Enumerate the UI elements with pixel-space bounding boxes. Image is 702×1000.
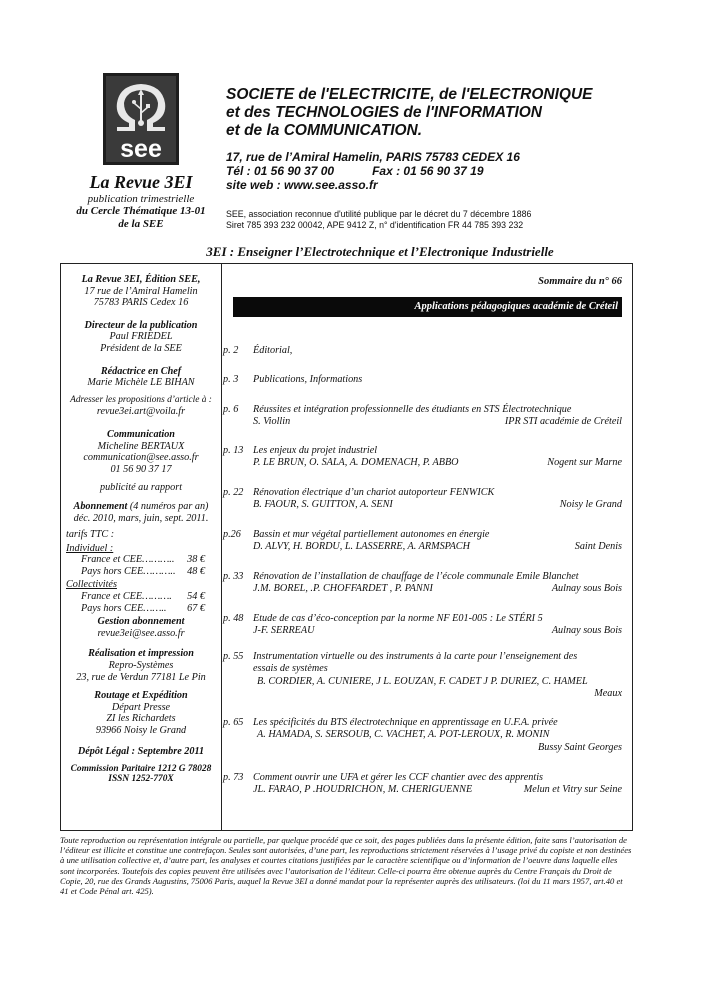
revue-title: La Revue 3EI	[89, 172, 193, 192]
street-address: 17, rue de l’Amiral Hamelin, PARIS 75783 CEDEX 16	[226, 150, 520, 164]
entry-title: Comment ouvrir une UFA et gérer les CCF chantier avec des apprentis	[253, 772, 544, 783]
entry-place: Meaux	[594, 688, 622, 700]
revue-line: de la SEE	[118, 217, 164, 230]
omega-usb-logo-icon	[103, 73, 179, 165]
summary-entry	[223, 404, 622, 429]
summary-banner	[233, 297, 622, 317]
svg-text:see: see	[120, 135, 162, 163]
ads-info: publicité au rapport	[99, 482, 183, 494]
society-line: SOCIETE de l'ELECTRICITE, de l'ELECTRONIQUE	[226, 86, 593, 103]
entry-title: Rénovation électrique d’un chariot autoporteur FENWICK	[253, 487, 495, 498]
assoc-line: SEE, association reconnue d'utilité publique par le décret du 7 décembre 1886	[226, 209, 532, 219]
entry-authors: B. CORDIER, A. CUNIERE, J L. EOUZAN, F. CADET J P. DURIEZ, C. HAMEL	[257, 675, 588, 687]
phone-number: Tél : 01 56 90 37 00	[226, 164, 335, 178]
entry-title: Rénovation de l’installation de chauffage de l’école communale Emile Blanchet	[253, 571, 579, 582]
masthead-sidebar	[60, 263, 222, 831]
routing-info	[61, 690, 221, 736]
entry-title: Bassin et mur végétal partiellement autonomes en énergie	[253, 529, 490, 540]
entry-authors: P. LE BRUN, O. SALA, A. DOMENACH, P. ABBO	[253, 457, 459, 469]
summary-entry	[223, 445, 622, 470]
print-title: Réalisation et impression	[88, 648, 194, 660]
tagline: 3EI : Enseigner l’Electrotechnique et l’Electronique Industrielle	[206, 244, 554, 259]
price-value: 67 €	[187, 602, 205, 614]
summary-entry	[223, 487, 622, 512]
summary-entry	[223, 374, 622, 386]
entry-title: Les enjeux du projet industriel	[253, 445, 378, 456]
legal-deposit: Dépôt Légal : Septembre 2011	[77, 745, 205, 757]
summary-entry	[223, 571, 622, 596]
entry-page: p. 33	[223, 571, 244, 582]
entry-authors: JL. FARAO, P .HOUDRICHON, M. CHERIGUENNE	[253, 784, 473, 796]
entry-page: p. 6	[223, 404, 239, 415]
entry-page: p.26	[223, 529, 241, 540]
summary-box	[221, 263, 633, 831]
entry-page: p. 73	[223, 772, 244, 783]
director-role: Président de la SEE	[100, 342, 182, 354]
commission-line: Commission Paritaire 1212 G 78028	[70, 764, 212, 775]
price-value: 54 €	[187, 591, 205, 603]
price-label: Pays hors CEE………..	[81, 565, 176, 577]
routing-line: ZI les Richardets	[106, 713, 176, 725]
society-line: et des TECHNOLOGIES de l'INFORMATION	[226, 104, 543, 121]
revue-line: du Cercle Thématique 13-01	[76, 205, 206, 218]
revue-title-block	[66, 172, 216, 231]
communication-title: Communication	[107, 428, 175, 440]
summary-entry	[223, 772, 622, 797]
proposals-label: Adresser les propositions d’article à :	[70, 394, 212, 405]
editor-title: Rédactrice en Chef	[100, 365, 182, 377]
summary-entry	[223, 613, 622, 638]
summary-title: Sommaire du n° 66	[538, 276, 622, 287]
print-info	[61, 648, 221, 683]
edition-line: 17 rue de l’Amiral Hamelin	[84, 285, 198, 297]
price-row	[61, 603, 221, 615]
price-row	[61, 554, 221, 566]
entry-authors: A. HAMADA, S. SERSOUB, C. VACHET, A. POT-LEROUX, R. MONIN	[257, 729, 550, 741]
price-row	[61, 566, 221, 578]
print-line: 23, rue de Verdun 77181 Le Pin	[76, 671, 206, 683]
entry-place: Aulnay sous Bois	[551, 625, 622, 637]
entry-title: Publications, Informations	[253, 374, 363, 385]
entry-place: Noisy le Grand	[559, 499, 622, 511]
communication-phone: 01 56 90 37 17	[110, 463, 172, 475]
price-row	[61, 591, 221, 603]
price-label: Pays hors CEE……..	[81, 602, 167, 614]
summary-entry	[223, 345, 622, 357]
entry-page: p. 55	[223, 651, 244, 662]
summary-entry	[223, 651, 622, 701]
commission-info	[61, 764, 221, 784]
see-logo	[103, 73, 179, 165]
entry-authors: S. Viollin	[253, 416, 291, 428]
entry-title: Les spécificités du BTS électrotechnique en apprentissage en U.F.A. privée	[253, 717, 558, 728]
routing-title: Routage et Expédition	[94, 690, 188, 702]
summary-entry	[223, 717, 622, 754]
director-title: Directeur de la publication	[84, 319, 198, 331]
entry-place: Bussy Saint Georges	[538, 741, 622, 753]
routing-line: Départ Presse	[111, 701, 171, 713]
proposals-info	[61, 395, 221, 418]
price-value: 48 €	[187, 565, 205, 577]
assoc-line: Siret 785 393 232 00042, APE 9412 Z, n° d'identification FR 44 785 393 232	[226, 219, 524, 230]
editor-info	[61, 366, 221, 389]
director-name: Paul FRIEDEL	[109, 331, 173, 343]
edition-line: La Revue 3EI, Édition SEE,	[81, 274, 201, 285]
association-info	[226, 209, 531, 230]
gestion-info	[61, 616, 221, 639]
proposals-email[interactable]: revue3ei.art@voila.fr	[96, 406, 186, 418]
gestion-title: Gestion abonnement	[97, 616, 185, 628]
entry-title: Réussites et intégration professionnelle des étudiants en STS Électrotechnique	[253, 404, 572, 415]
entry-place: Aulnay sous Bois	[551, 583, 622, 595]
entry-title: Instrumentation virtuelle ou des instruments à la carte pour l’enseignement des	[253, 651, 578, 662]
summary-entry	[223, 529, 622, 554]
communication-name: Micheline BERTAUX	[97, 440, 185, 452]
price-label: France et CEE………..	[81, 554, 175, 566]
price-label: France et CEE……….	[81, 591, 172, 603]
society-name	[226, 86, 593, 140]
subscription-title: Abonnement	[73, 500, 128, 512]
revue-line: publication trimestrielle	[87, 192, 195, 205]
print-line: Repro-Systèmes	[108, 660, 174, 672]
subscription-info	[61, 501, 221, 524]
copyright-notice: Toute reproduction ou représentation intégrale ou partielle, par quelque procédé que ce soit, des pages publiées dans la présente édition, faite sans l’autorisation de l’éditeur est illicite et constitue une contrefaçon. Seules sont autorisées, d’une part, les reproductions strictement réservées à l’usage privé du copiste et non destinées à une utilisation collective et, d’autre part, les analyses et courtes citations justifiées par le caractère scientifique ou d’information de l’oeuvre dans laquelle elles sont incorporées. Toutefois des copies peuvent être utilisées avec l’autorisation de l’éditeur. Celle-ci pourra être obtenue auprès du Centre Français du Droit de Copie, 20, rue des Grands Augustins, 75006 Paris, auquel la Revue 3EI a donné mandat pour la représenter auprès des utilisateurs. (loi du 11 mars 1957, art.40 et 41 et Code Pénal art. 425).	[60, 835, 632, 897]
entry-place: Saint Denis	[574, 541, 622, 553]
society-line: et de la COMMUNICATION.	[226, 122, 423, 139]
fax-number: Fax : 01 56 90 37 19	[372, 164, 484, 178]
editor-name: Marie Michèle LE BIHAN	[87, 377, 195, 389]
entry-place: Nogent sur Marne	[547, 457, 622, 469]
price-value: 38 €	[187, 554, 205, 566]
banner-text: Applications pédagogiques académie de Créteil	[414, 301, 618, 312]
director-info	[61, 320, 221, 355]
communication-info	[61, 429, 221, 475]
entry-title: Éditorial,	[253, 345, 293, 356]
collectivities-label: Collectivités	[66, 579, 117, 591]
edition-line: 75783 PARIS Cedex 16	[93, 297, 189, 309]
entry-page: p. 22	[223, 487, 244, 498]
individual-label: Individuel :	[66, 542, 114, 554]
routing-line: 93966 Noisy le Grand	[95, 725, 187, 736]
communication-email[interactable]: communication@see.asso.fr	[83, 452, 199, 464]
tariffs-label: tarifs TTC :	[66, 529, 115, 541]
entry-authors: B. FAOUR, S. GUITTON, A. SENI	[253, 499, 393, 511]
entry-authors: J.M. BOREL, .P. CHOFFARDET , P. PANNI	[253, 583, 433, 595]
subscription-frequency: (4 numéros par an)	[127, 500, 209, 512]
entry-authors: D. ALVY, H. BORDU, L. LASSERRE, A. ARMSPACH	[253, 541, 470, 553]
entry-place: IPR STI académie de Créteil	[504, 416, 622, 428]
entry-authors: J-F. SERREAU	[253, 625, 315, 637]
entry-title: Etude de cas d’éco-conception par la norme NF E01-005 : Le STÉRI 5	[253, 613, 543, 624]
entry-title: essais de systèmes	[253, 663, 328, 675]
entry-page: p. 2	[223, 345, 239, 356]
entry-page: p. 65	[223, 717, 244, 728]
edition-info	[61, 274, 221, 309]
subscription-dates: déc. 2010, mars, juin, sept. 2011.	[73, 512, 209, 524]
website[interactable]: site web : www.see.asso.fr	[226, 178, 378, 192]
entry-page: p. 48	[223, 613, 244, 624]
entry-page: p. 3	[223, 374, 239, 385]
gestion-email[interactable]: revue3ei@see.asso.fr	[97, 627, 185, 639]
society-address	[226, 150, 520, 192]
issn-line: ISSN 1252-770X	[108, 774, 174, 785]
entry-page: p. 13	[223, 445, 244, 456]
entry-place: Melun et Vitry sur Seine	[523, 784, 622, 796]
